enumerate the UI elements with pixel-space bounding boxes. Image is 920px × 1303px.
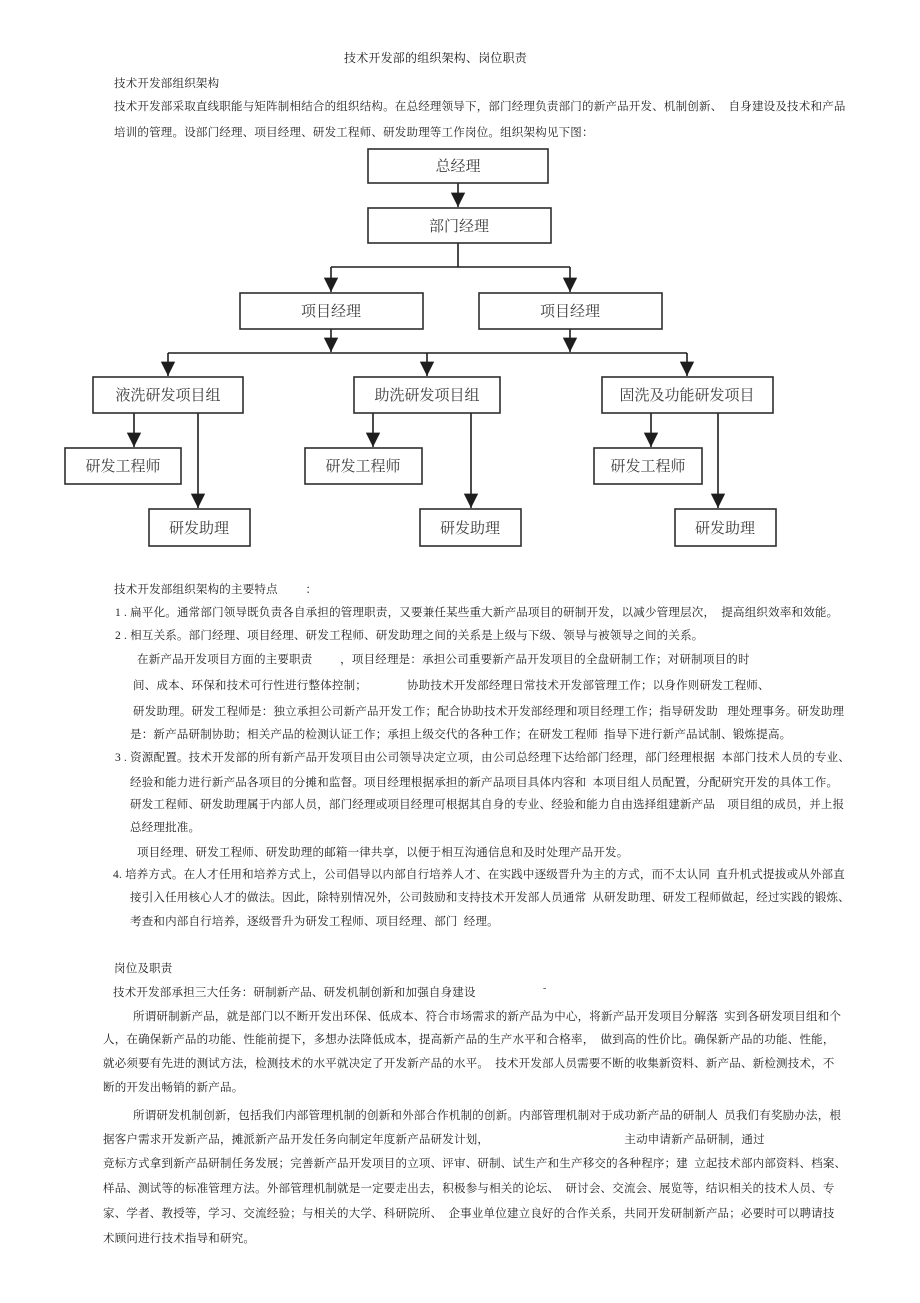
org-node-general-manager: [368, 149, 548, 183]
feature-detail-line: 研发助理。研发工程师是：独立承担公司新产品开发工作；配合协助技术开发部经理和项目经理工作；指导研发助 理处理事务。研发助理: [133, 706, 845, 718]
paragraph-new-product-line: 断的开发出畅销的新产品。: [103, 1082, 244, 1094]
org-node-label: 固洗及功能研发项目: [619, 388, 755, 404]
feature-item-3-line: 经验和能力进行新产品各项目的分摊和监督。项目经理根据承担的新产品项目具体内容和 本项目组人员配置，分配研究开发的具体工作。: [130, 777, 839, 789]
intro-heading: 技术开发部组织架构: [114, 78, 220, 90]
paragraph-mechanism-line: 据客户需求开发新产品，摊派新产品开发任务向制定年度新产品研发计划， 主动申请新产品研制，通过: [103, 1134, 765, 1146]
org-node-label: 总经理: [435, 159, 481, 175]
feature-item-3-note: 项目经理、研发工程师、研发助理的邮箱一律共享，以便于相互沟通信息和及时处理产品开发。: [137, 847, 629, 859]
org-node-label: 部门经理: [428, 219, 490, 235]
org-node-label: 研发工程师: [325, 459, 401, 475]
org-node-group-liquid-wash: [93, 377, 243, 413]
feature-detail-line: 在新产品开发项目方面的主要职责 ，项目经理是：承担公司重要新产品开发项目的全盘研制工作；对研制项目的时: [137, 654, 750, 666]
org-node-engineer-2: [305, 448, 422, 484]
org-node-department-manager: [368, 208, 551, 243]
org-node-label: 项目经理: [300, 304, 362, 320]
paragraph-mechanism-line: 家、学者、教授等，学习、交流经验；与相关的大学、科研院所、 企事业单位建立良好的合作关系，共同开发研制新产品；必要时可以聘请技: [103, 1208, 835, 1220]
feature-item-4-line: 接引入任用核心人才的做法。因此，除特别情况外，公司鼓励和支持技术开发部人员通常 从研发助理、研发工程师做起，经过实践的锻炼、: [130, 892, 850, 904]
org-node-label: 液洗研发项目组: [115, 388, 221, 404]
feature-detail-line: 间、成本、环保和技术可行性进行整体控制； 协助技术开发部经理日常技术开发部管理工作；以身作则研发工程师、: [133, 680, 770, 692]
paragraph-mechanism-line: 竞标方式拿到新产品研制任务发展；完善新产品开发项目的立项、评审、研制、试生产和生产移交的各种程序；建 立起技术部内部资料、档案、: [103, 1158, 847, 1170]
feature-item-2: 2 . 相互关系。部门经理、项目经理、研发工程师、研发助理之间的关系是上级与下级、领导与被领导之间的关系。: [115, 630, 704, 642]
intro-line: 培训的管理。设部门经理、项目经理、研发工程师、研发助理等工作岗位。组织架构见下图：: [114, 127, 594, 139]
org-chart-diagram: [0, 140, 920, 560]
feature-item-3-line: 3 . 资源配置。技术开发部的所有新产品开发项目由公司领导决定立项，由公司总经理下达给部门经理，部门经理根据 本部门技术人员的专业、: [115, 752, 851, 764]
org-node-engineer-3: [594, 448, 702, 484]
org-node-label: 助洗研发项目组: [374, 388, 480, 404]
paragraph-mechanism-line: 术顾问进行技术指导和研究。: [103, 1233, 256, 1245]
org-node-label: 研发工程师: [85, 459, 161, 475]
paragraph-mechanism-line: 所谓研发机制创新，包括我们内部管理机制的创新和外部合作机制的创新。内部管理机制对于成功新产品的研制人 员我们有奖励办法，根: [133, 1110, 842, 1122]
org-node-assistant-3: [675, 509, 776, 546]
org-node-engineer-1: [65, 448, 181, 484]
intro-line: 技术开发部采取直线职能与矩阵制相结合的组织结构。在总经理领导下，部门经理负责部门的新产品开发、机制创新、 自身建设及技术和产品: [114, 101, 846, 113]
duties-tasks-line: 技术开发部承担三大任务：研制新产品、研发机制创新和加强自身建设: [113, 987, 476, 999]
duties-heading: 岗位及职责: [114, 963, 173, 975]
paragraph-new-product-line: 人，在确保新产品的功能、性能前提下，多想办法降低成本，提高新产品的生产水平和合格率， 做到高的性价比。确保新产品的功能、性能，: [103, 1034, 835, 1046]
org-node-group-assist-wash: [354, 377, 500, 413]
org-node-assistant-1: [149, 509, 250, 546]
feature-item-3-line: 研发工程师、研发助理属于内部人员，部门经理或项目经理可根据其自身的专业、经验和能力自由选择组建新产品 项目组的成员，并上报: [130, 799, 845, 811]
paragraph-new-product-line: 就必须要有先进的测试方法，检测技术的水平就决定了开发新产品的水平。 技术开发部人员需要不断的收集新资料、新产品、新检测技术，不: [103, 1058, 835, 1070]
org-node-group-solid-wash: [602, 377, 773, 413]
org-node-label: 研发助理: [168, 521, 230, 537]
features-heading: 技术开发部组织架构的主要特点 ：: [114, 584, 318, 596]
paragraph-new-product-line: 所谓研制新产品，就是部门以不断开发出环保、低成本、符合市场需求的新产品为中心，将新产品开发项目分解落 实到各研发项目组和个: [133, 1011, 842, 1023]
paragraph-mechanism-line: 样品、测试等的标准管理方法。外部管理机制就是一定要走出去，积极参与相关的论坛、 研讨会、交流会、展览等，结识相关的技术人员、专: [103, 1183, 835, 1195]
org-node-label: 研发工程师: [610, 459, 686, 475]
feature-item-1: 1 . 扁平化。通常部门领导既负责各自承担的管理职责，又要兼任某些重大新产品项目的研制开发，以减少管理层次， 提高组织效率和效能。: [115, 607, 839, 619]
org-node-label: 项目经理: [539, 304, 601, 320]
org-node-project-manager-2: [479, 293, 662, 329]
org-node-assistant-2: [420, 509, 521, 546]
stray-dash-mark: -: [543, 983, 547, 994]
org-node-label: 研发助理: [439, 521, 501, 537]
feature-item-4-line: 考查和内部自行培养，逐级晋升为研发工程师、项目经理、部门 经理。: [130, 916, 499, 928]
feature-detail-line: 是：新产品研制协助；相关产品的检测认证工作；承担上级交代的各种工作；在研发工程师 指导下进行新产品试制、锻炼提高。: [130, 729, 792, 741]
feature-item-4-line: 4. 培养方式。在人才任用和培养方式上，公司倡导以内部自行培养人才、在实践中逐级晋升为主的方式，而不太认同 直升机式提拔或从外部直: [113, 869, 845, 881]
org-node-label: 研发助理: [694, 521, 756, 537]
page-title: 技术开发部的组织架构、岗位职责: [344, 51, 528, 65]
org-node-project-manager-1: [240, 293, 423, 329]
feature-item-3-line: 总经理批准。: [130, 822, 201, 834]
